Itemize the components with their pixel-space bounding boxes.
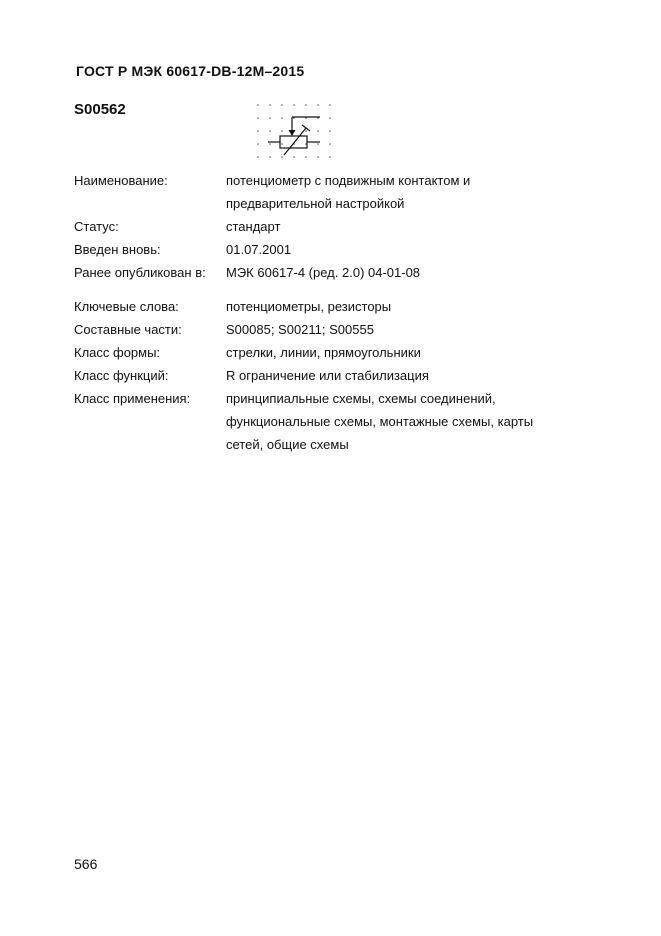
grid-dot [305,130,307,132]
field-value [226,341,634,364]
grid-dot [317,130,319,132]
field-value-line: R ограничение или стабилизация [226,368,429,383]
symbol-code: S00562 [74,101,126,118]
grid-dot [329,143,331,145]
field-row-previously-published [74,261,634,284]
field-label: Введен вновь: [74,242,161,257]
grid-dot [269,117,271,119]
grid-dot [329,117,331,119]
grid-dot [257,143,259,145]
field-value-line: S00085; S00211; S00555 [226,322,374,337]
field-value-line: МЭК 60617-4 (ред. 2.0) 04-01-08 [226,265,421,280]
field-row-shape-class [74,341,634,364]
field-row-keywords [74,295,634,318]
grid-dot [257,117,259,119]
grid-dot [293,156,295,158]
grid-dot [257,156,259,158]
field-value-line: сетей, общие схемы [226,437,349,452]
document-header: ГОСТ Р МЭК 60617-DB-12M–2015 [76,63,305,79]
field-row-status [74,215,634,238]
field-value-line: принципиальные схемы, схемы соединений, [226,391,496,406]
field-label: Ключевые слова: [74,299,179,314]
grid-dot [269,104,271,106]
page-number: 566 [74,856,98,872]
field-row-application-class [74,387,634,456]
field-value [226,295,634,318]
field-value-line: потенциометр с подвижным контактом и [226,173,471,188]
field-value [226,318,634,341]
field-value [226,387,634,456]
potentiometer-preset-icon [252,100,334,166]
field-value-line: предварительной настройкой [226,196,405,211]
grid-dot [281,130,283,132]
field-list [74,169,634,456]
grid-dot [329,104,331,106]
grid-dot [305,156,307,158]
grid-dot [317,143,319,145]
field-label: Составные части: [74,322,182,337]
field-value [226,261,634,284]
field-label: Класс функций: [74,368,169,383]
grid-dot [269,130,271,132]
field-label: Статус: [74,219,119,234]
field-label: Наименование: [74,173,168,188]
field-value-line: стандарт [226,219,281,234]
grid-dot [329,156,331,158]
grid-dot [281,143,283,145]
field-value [226,238,634,261]
field-value [226,364,634,387]
field-label: Класс применения: [74,391,191,406]
grid-dot [269,156,271,158]
grid-dot [281,104,283,106]
grid-dot [317,104,319,106]
grid-dot [257,104,259,106]
grid-dot [293,104,295,106]
field-value [226,169,634,215]
field-row-name [74,169,634,215]
grid-dot [257,130,259,132]
field-value-line: функциональные схемы, монтажные схемы, карты [226,414,534,429]
field-row-introduced [74,238,634,261]
grid-dot [329,130,331,132]
grid-dot [281,156,283,158]
field-label: Ранее опубликован в: [74,265,206,280]
grid-dot [269,143,271,145]
grid-dot [317,156,319,158]
field-value-line: стрелки, линии, прямоугольники [226,345,421,360]
field-value-line: 01.07.2001 [226,242,292,257]
grid-dot [305,104,307,106]
field-value-line: потенциометры, резисторы [226,299,392,314]
field-row-components [74,318,634,341]
field-label: Класс формы: [74,345,161,360]
field-row-function-class [74,364,634,387]
grid-dot [281,117,283,119]
field-value [226,215,634,238]
